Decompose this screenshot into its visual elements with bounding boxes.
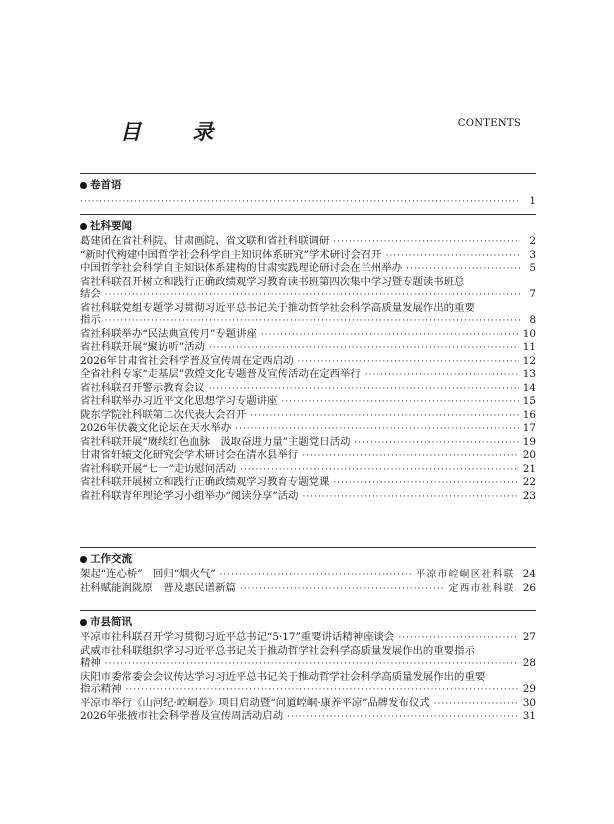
toc-entry[interactable] xyxy=(80,671,536,697)
entry-author-org: 平凉市崆峒区社科联 xyxy=(415,569,515,580)
entry-title: “新时代构建中国哲学社会科学自主知识体系研究”学术研讨会召开 xyxy=(80,248,382,261)
toc-entry[interactable] xyxy=(80,395,536,409)
leader-dots xyxy=(240,464,519,477)
page-number: 15 xyxy=(522,395,536,407)
entry-title: 省社科联开展“聚访听”活动 xyxy=(80,341,205,353)
leader-dots xyxy=(126,684,519,697)
page-number: 19 xyxy=(522,435,536,448)
toc-entry[interactable] xyxy=(80,249,536,263)
section-news xyxy=(80,214,536,503)
entry-title: 陇东学院社科联第二次代表大会召开 xyxy=(80,408,247,421)
entry-title: 葛建团在省社科院、甘肃画院、省文联和省社科联调研 xyxy=(80,235,330,247)
page-number: 14 xyxy=(522,381,536,394)
toc-entry[interactable] xyxy=(80,355,536,369)
entry-title: 平凉市社科联召开学习贯彻习近平总书记“5·17”重要讲话精神座谈会 xyxy=(80,631,395,643)
section-divider xyxy=(80,173,536,174)
toc-entry[interactable] xyxy=(80,276,536,302)
toc-entry[interactable] xyxy=(80,463,536,477)
section-heading xyxy=(80,615,536,629)
leader-dots xyxy=(209,342,519,355)
section-heading-text: 市县简讯 xyxy=(90,616,132,628)
section-divider xyxy=(80,214,536,215)
page-number: 27 xyxy=(522,631,536,643)
page-number: 7 xyxy=(529,288,536,300)
section-heading xyxy=(80,178,536,192)
toc-entry[interactable] xyxy=(80,368,536,382)
leader-dots xyxy=(287,711,519,724)
section-divider xyxy=(80,610,536,611)
page-number: 2 xyxy=(529,235,536,247)
leader-dots xyxy=(365,369,519,382)
entry-title: 平凉市举行《山河纪·崆峒卷》项目启动暨“问道崆峒·康养平凉”品牌发布仪式 xyxy=(80,696,430,709)
leader-dots xyxy=(302,450,519,463)
toc-entry[interactable] xyxy=(80,645,536,671)
section-heading xyxy=(80,219,536,233)
entry-title: 甘肃省轩辕文化研究会学术研讨会在清水县举行 xyxy=(80,449,299,461)
entry-title-cont: 精神 xyxy=(80,657,101,669)
page-number: 3 xyxy=(529,248,536,261)
section-divider xyxy=(80,547,536,548)
entry-title: 省社科联举办习近平文化思想学习专题讲座 xyxy=(80,395,278,407)
page-number: 29 xyxy=(522,683,536,695)
toc-entry[interactable] xyxy=(80,302,536,328)
leader-dots xyxy=(281,396,518,409)
toc-entry[interactable] xyxy=(80,710,536,724)
leader-dots xyxy=(105,315,520,328)
toc-entry[interactable] xyxy=(80,568,536,582)
entry-title: 省社科联开展“七一”走访慰问活动 xyxy=(80,462,237,475)
bullet-icon xyxy=(80,223,87,230)
entry-title: 武威市社科联组织学习习近平总书记关于推动哲学社会科学高质量发展作出的重要指示 xyxy=(80,644,475,657)
toc-entry[interactable] xyxy=(80,631,536,645)
page-number: 20 xyxy=(522,449,536,461)
leader-dots xyxy=(297,356,518,369)
leader-dots xyxy=(250,410,519,423)
page-number: 16 xyxy=(522,408,536,421)
entry-title: 2026年伏羲文化论坛在天水举办 xyxy=(80,422,232,434)
leader-dots xyxy=(209,383,519,396)
page-number: 21 xyxy=(522,462,536,475)
entry-title: 中国哲学社会科学自主知识体系建构的甘肃实践理论研讨会在兰州举办 xyxy=(80,262,403,274)
toc-entry[interactable] xyxy=(80,328,536,342)
page-number: 5 xyxy=(529,262,536,274)
page-number: 30 xyxy=(522,696,536,709)
toc-entry[interactable] xyxy=(80,449,536,463)
leader-dots xyxy=(80,196,520,209)
leader-dots xyxy=(105,289,520,302)
leader-dots xyxy=(220,569,412,582)
toc-entry[interactable] xyxy=(80,235,536,249)
page-number: 24 xyxy=(522,568,536,580)
entry-title: 省社科联召开树立和践行正确政绩观学习教育读书班第四次集中学习暨专题读书班总 xyxy=(80,275,465,288)
page-number: 1 xyxy=(529,195,536,207)
leader-dots xyxy=(240,583,445,596)
leader-dots xyxy=(235,423,519,436)
entry-title: 庆阳市委常委会会议传达学习习近平总书记关于推动哲学社会科学高质量发展作出的重要 xyxy=(80,670,486,683)
contents-label: CONTENTS xyxy=(457,118,521,129)
entry-title: 省社科联党组专题学习贯彻习近平总书记关于推动哲学社会科学高质量发展作出的重要 xyxy=(80,301,475,314)
leader-dots xyxy=(354,437,518,450)
page-number: 12 xyxy=(522,354,536,367)
section-briefs xyxy=(80,610,536,724)
toc-entry[interactable] xyxy=(80,262,536,276)
toc-entry[interactable] xyxy=(80,476,536,490)
page-number: 26 xyxy=(522,581,536,594)
leader-dots xyxy=(333,236,520,249)
entry-title: 社科赋能润陇原 普及惠民谱新篇 xyxy=(80,581,236,594)
bullet-icon xyxy=(80,619,87,626)
page-number: 31 xyxy=(522,710,536,722)
page-number: 11 xyxy=(522,341,536,353)
toc-entry[interactable] xyxy=(80,409,536,423)
section-foreword xyxy=(80,173,536,209)
toc-entry[interactable] xyxy=(80,582,536,596)
toc-entry[interactable] xyxy=(80,195,536,209)
toc-entry[interactable] xyxy=(80,490,536,504)
section-heading xyxy=(80,552,536,566)
page-number: 10 xyxy=(522,327,536,340)
leader-dots xyxy=(261,329,519,342)
toc-entry[interactable] xyxy=(80,341,536,355)
entry-author-org: 定西市社科联 xyxy=(448,582,515,594)
page-number: 22 xyxy=(522,476,536,488)
leader-dots xyxy=(302,491,518,504)
entry-title: 2026年甘肃省社会科学普及宣传周在定西启动 xyxy=(80,354,294,367)
leader-dots xyxy=(434,698,519,711)
entry-title: 全省社科专家“走基层”敦煌文化专题普及宣传活动在定西举行 xyxy=(80,368,361,380)
bullet-icon xyxy=(80,182,87,189)
entry-title-cont: 结会 xyxy=(80,288,101,300)
entry-title-cont: 指示 xyxy=(80,314,101,326)
toc-entry[interactable] xyxy=(80,382,536,396)
page-number: 23 xyxy=(522,489,536,502)
page-number: 17 xyxy=(522,422,536,434)
page-number: 8 xyxy=(529,314,536,326)
page-title: 目 录 xyxy=(120,119,236,144)
section-heading-text: 卷首语 xyxy=(90,179,122,191)
section-heading-text: 社科要闻 xyxy=(90,220,132,232)
entry-title-cont: 指示精神 xyxy=(80,683,122,695)
leader-dots xyxy=(386,250,520,263)
leader-dots xyxy=(406,263,520,276)
leader-dots xyxy=(398,632,518,645)
entry-title: 2026年张掖市社会科学普及宣传周活动启动 xyxy=(80,710,284,722)
toc-entry[interactable] xyxy=(80,422,536,436)
toc-entry[interactable] xyxy=(80,697,536,711)
entry-title: 省社科联开展“赓续红色血脉 汲取奋进力量”主题党日活动 xyxy=(80,435,351,448)
section-exchange xyxy=(80,547,536,595)
entry-title: 省社科联开展树立和践行正确政绩观学习教育专题党课 xyxy=(80,476,330,488)
entry-title: 架起“连心桥” 回归“烟火气” xyxy=(80,568,216,580)
page-number: 13 xyxy=(522,368,536,380)
entry-title: 省社科联青年理论学习小组举办“阅读分享”活动 xyxy=(80,489,299,502)
bullet-icon xyxy=(80,556,87,563)
page-number: 28 xyxy=(522,657,536,669)
entry-title: 省社科联举办“民法典宣传月”专题讲座 xyxy=(80,327,257,340)
section-heading-text: 工作交流 xyxy=(90,553,132,565)
entry-title: 省社科联召开警示教育会议 xyxy=(80,381,205,394)
toc-entry[interactable] xyxy=(80,436,536,450)
leader-dots xyxy=(105,658,519,671)
leader-dots xyxy=(333,477,518,490)
